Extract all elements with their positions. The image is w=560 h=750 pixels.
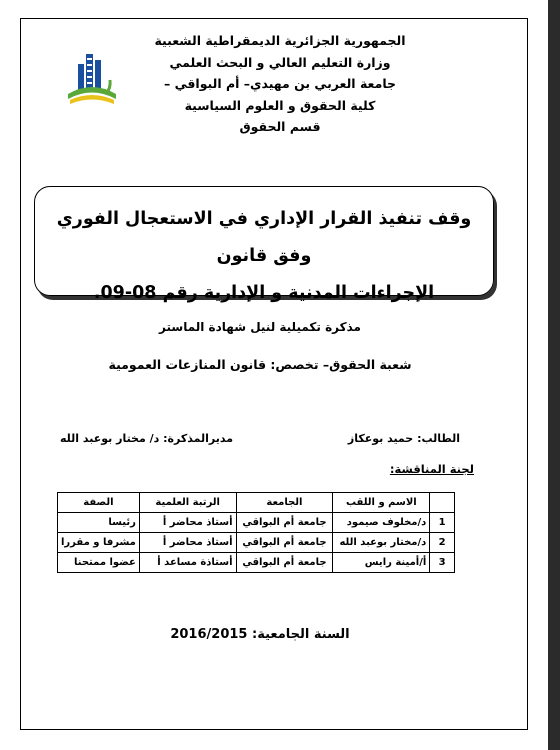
table-row [58,513,455,533]
committee-label: لجنة المناقشة: [389,462,474,476]
table-row [58,533,455,553]
row-num: 2 [430,533,455,553]
header-num [430,493,455,513]
member-university: جامعة أم البواقي [236,533,333,553]
member-role: عضوا ممتحنا [58,553,140,573]
header-department: قسم الحقوق [239,119,321,134]
supervisor-name: مديرالمذكرة: د/ مختار بوعبد الله [60,432,234,445]
author-row [60,432,460,445]
academic-year: السنة الجامعية: 2016/2015 [170,627,350,642]
member-university: جامعة أم البواقي [236,553,333,573]
thesis-title-box [34,186,494,303]
thesis-title-line2: الإجراءات المدنية و الإدارية رقم 08-09. [93,283,435,303]
row-num: 3 [430,553,455,573]
row-num: 1 [430,513,455,533]
member-role: مشرفا و مقررا [58,533,140,553]
header-ministry: وزارة التعليم العالي و البحث العلمي [169,54,391,70]
page-shadow [548,0,560,750]
student-name: الطالب: حميد بوعكاز [347,432,460,445]
table-row [58,553,455,573]
member-rank: أستاذ محاضر أ [139,513,236,533]
member-university: جامعة أم البواقي [236,513,333,533]
header-faculty: كلية الحقوق و العلوم السياسية [184,97,376,113]
committee-header-row [58,493,455,513]
header-name: الاسم و اللقب [333,493,430,513]
committee-table [57,492,455,573]
header-republic: الجمهورية الجزائرية الديمقراطية الشعبية [154,33,406,48]
thesis-title-line1: وقف تنفيذ القرار الإداري في الاستعجال الفوري وفق قانون [56,209,472,266]
header-rank: الرتبة العلمية [139,493,236,513]
member-name: د/مخلوف صيمود [333,513,430,533]
member-role: رئيسا [58,513,140,533]
institution-header [80,30,480,138]
specialty-line: شعبة الحقوق– تخصص: قانون المنازعات العمومية [108,357,412,372]
member-name: د/مختار بوعبد الله [333,533,430,553]
member-rank: أستاذة مساعد أ [139,553,236,573]
member-name: أ/أمينة رايس [333,553,430,573]
header-university: جامعة العربي بن مهيدي– أم البواقي – [163,76,397,91]
member-rank: أستاذ محاضر أ [139,533,236,553]
header-university: الجامعة [236,493,333,513]
thesis-subtitle: مذكرة تكميلية لنيل شهادة الماستر [159,320,361,334]
header-role: الصفة [58,493,140,513]
